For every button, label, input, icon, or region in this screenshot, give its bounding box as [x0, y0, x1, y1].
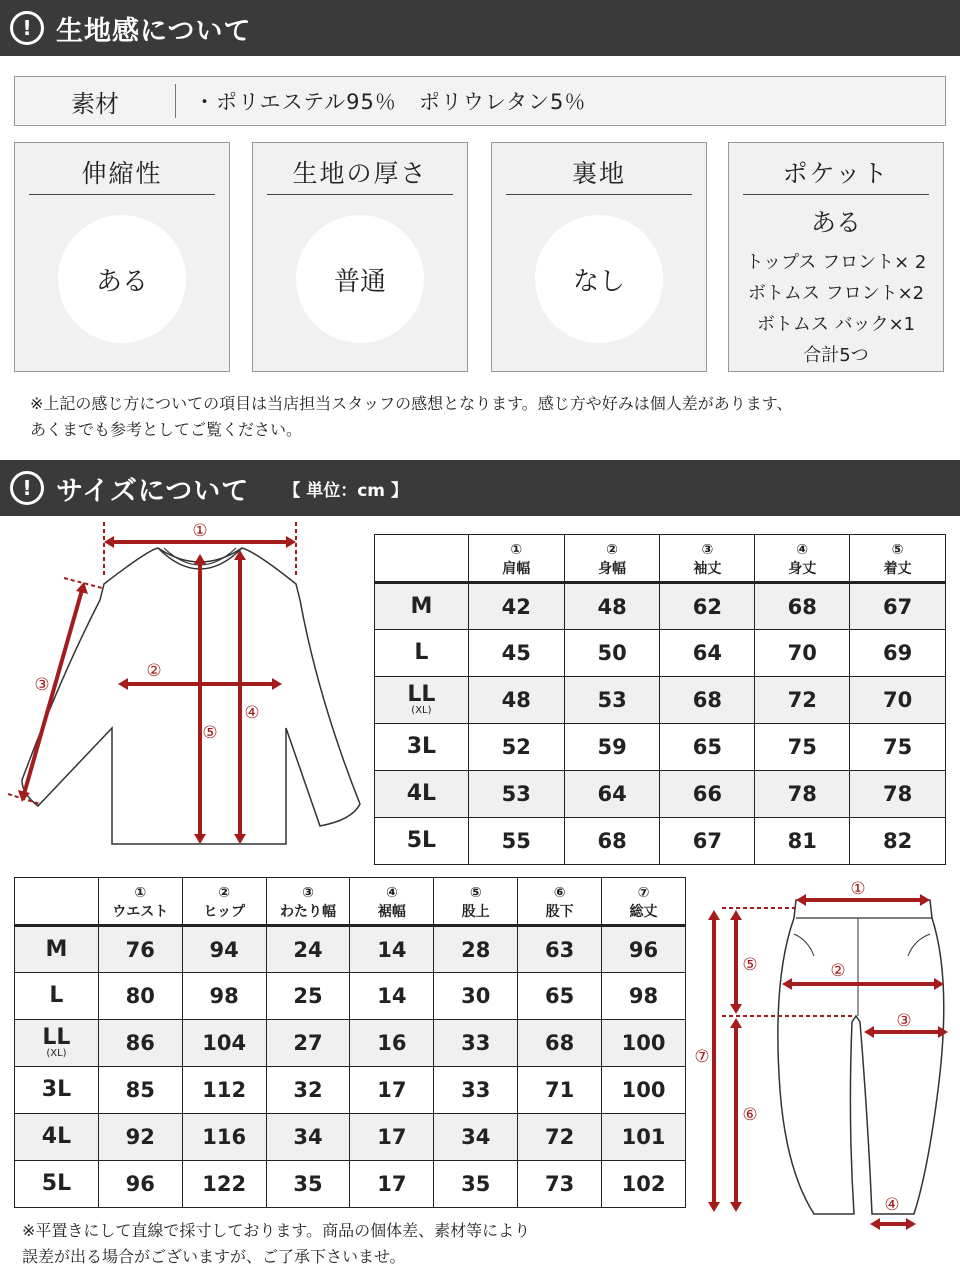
header-total-length: ⑤ 着丈: [850, 535, 946, 583]
note-line: ※平置きにして直線で採寸しております。商品の個体差、素材等により: [22, 1221, 531, 1240]
table-cell: 94: [182, 926, 266, 973]
table-cell: 68: [518, 1020, 602, 1067]
table-row: [15, 1020, 686, 1067]
table-cell: 98: [182, 973, 266, 1020]
feature-title: 生地の厚さ: [267, 153, 453, 195]
size-label: 5L: [375, 818, 469, 865]
table-cell: 122: [182, 1161, 266, 1208]
table-cell: 100: [602, 1067, 686, 1114]
size-note: [22, 1218, 530, 1270]
feature-title: 伸縮性: [29, 153, 215, 195]
feature-title: ポケット: [743, 153, 929, 195]
diagram-label-1: ①: [192, 521, 208, 541]
table-cell: 70: [850, 677, 946, 724]
table-row: [375, 724, 946, 771]
table-row: [375, 583, 946, 630]
table-cell: 14: [350, 973, 434, 1020]
feature-value: なし: [535, 215, 663, 343]
feature-box-stretch: [14, 142, 230, 372]
diagram-label-2: ②: [830, 961, 846, 981]
size-label: LL (XL): [375, 677, 469, 724]
size-label: M: [15, 926, 99, 973]
feature-value: ある: [58, 215, 186, 343]
table-cell: 72: [755, 677, 850, 724]
pocket-value: ある: [810, 208, 861, 237]
table-cell: 72: [518, 1114, 602, 1161]
table-cell: 48: [468, 677, 564, 724]
table-cell: 68: [755, 583, 850, 630]
section-title: サイズについて: [56, 475, 250, 507]
table-cell: 85: [98, 1067, 182, 1114]
table-cell: 116: [182, 1114, 266, 1161]
table-row: [15, 1161, 686, 1208]
note-line: 誤差が出る場合がございますが、ご了承下さいませ。: [22, 1247, 406, 1266]
table-cell: 69: [850, 630, 946, 677]
table-cell: 75: [755, 724, 850, 771]
header-waist: ① ウエスト: [98, 878, 182, 926]
table-cell: 78: [755, 771, 850, 818]
table-header-row: [375, 535, 946, 583]
table-cell: 50: [564, 630, 660, 677]
table-header-row: [15, 878, 686, 926]
table-cell: 101: [602, 1114, 686, 1161]
note-line: ※上記の感じ方についての項目は当店担当スタッフの感想となります。感じ方や好みは個人差があります、: [30, 394, 793, 413]
bottoms-diagram: [686, 870, 960, 1230]
pocket-detail-line: トップス フロント× 2: [745, 252, 927, 273]
table-cell: 71: [518, 1067, 602, 1114]
table-cell: 63: [518, 926, 602, 973]
table-cell: 55: [468, 818, 564, 865]
info-icon: !: [10, 11, 44, 45]
pocket-details: [729, 247, 943, 371]
header-blank: [15, 878, 99, 926]
unit-label: 【 単位：cm 】: [283, 480, 408, 501]
diagram-label-4: ④: [244, 703, 260, 723]
header-hem: ④ 裾幅: [350, 878, 434, 926]
table-cell: 96: [602, 926, 686, 973]
size-label: L: [15, 973, 99, 1020]
table-cell: 64: [564, 771, 660, 818]
header-hip: ② ヒップ: [182, 878, 266, 926]
table-row: [375, 771, 946, 818]
table-cell: 65: [518, 973, 602, 1020]
feature-box-pocket: [728, 142, 944, 372]
table-cell: 100: [602, 1020, 686, 1067]
table-cell: 73: [518, 1161, 602, 1208]
size-section-header: [0, 460, 960, 516]
table-cell: 17: [350, 1161, 434, 1208]
table-cell: 102: [602, 1161, 686, 1208]
diagram-label-5: ⑤: [202, 723, 218, 743]
info-icon: !: [10, 471, 44, 505]
table-cell: 76: [98, 926, 182, 973]
table-cell: 92: [98, 1114, 182, 1161]
tops-size-table: [374, 534, 946, 865]
diagram-label-3: ③: [896, 1011, 912, 1031]
table-cell: 17: [350, 1114, 434, 1161]
table-cell: 112: [182, 1067, 266, 1114]
material-label: 素材: [71, 89, 119, 118]
header-rise: ⑤ 股上: [434, 878, 518, 926]
header-sleeve: ③ 袖丈: [660, 535, 755, 583]
table-cell: 14: [350, 926, 434, 973]
fabric-note: [30, 391, 793, 443]
table-row: [15, 926, 686, 973]
table-cell: 75: [850, 724, 946, 771]
table-cell: 65: [660, 724, 755, 771]
bottoms-size-table: [14, 877, 686, 1208]
table-cell: 68: [564, 818, 660, 865]
table-cell: 86: [98, 1020, 182, 1067]
header-total: ⑦ 総丈: [602, 878, 686, 926]
table-cell: 24: [266, 926, 350, 973]
header-inseam: ⑥ 股下: [518, 878, 602, 926]
table-row: [15, 1067, 686, 1114]
table-cell: 45: [468, 630, 564, 677]
table-cell: 66: [660, 771, 755, 818]
feature-box-lining: [491, 142, 707, 372]
table-cell: 82: [850, 818, 946, 865]
table-cell: 33: [434, 1067, 518, 1114]
size-label: 3L: [375, 724, 469, 771]
table-row: [375, 677, 946, 724]
table-cell: 81: [755, 818, 850, 865]
note-line: あくまでも参考としてご覧ください。: [30, 420, 303, 439]
table-cell: 17: [350, 1067, 434, 1114]
pocket-detail-line: ボトムス バック×1: [756, 314, 916, 335]
table-cell: 98: [602, 973, 686, 1020]
material-value: ・ポリエステル95％ ポリウレタン5％: [194, 90, 587, 114]
diagram-label-3: ③: [34, 675, 50, 695]
table-row: [15, 973, 686, 1020]
feature-box-thickness: [252, 142, 468, 372]
section-title: 生地感について: [56, 15, 252, 47]
table-cell: 64: [660, 630, 755, 677]
table-cell: 25: [266, 973, 350, 1020]
table-cell: 96: [98, 1161, 182, 1208]
table-cell: 67: [660, 818, 755, 865]
header-blank: [375, 535, 469, 583]
diagram-label-6: ⑥: [742, 1105, 758, 1125]
table-cell: 53: [468, 771, 564, 818]
tops-diagram: [0, 518, 370, 848]
table-cell: 27: [266, 1020, 350, 1067]
diagram-label-2: ②: [146, 661, 162, 681]
header-thigh: ③ わたり幅: [266, 878, 350, 926]
table-cell: 33: [434, 1020, 518, 1067]
table-cell: 35: [266, 1161, 350, 1208]
table-cell: 53: [564, 677, 660, 724]
size-label: 3L: [15, 1067, 99, 1114]
table-cell: 62: [660, 583, 755, 630]
feature-title: 裏地: [506, 153, 692, 195]
table-cell: 104: [182, 1020, 266, 1067]
table-row: [375, 818, 946, 865]
size-label: 4L: [15, 1114, 99, 1161]
table-cell: 48: [564, 583, 660, 630]
material-row: [14, 76, 946, 126]
table-cell: 67: [850, 583, 946, 630]
table-row: [15, 1114, 686, 1161]
table-cell: 34: [266, 1114, 350, 1161]
header-shoulder: ① 肩幅: [468, 535, 564, 583]
size-label: L: [375, 630, 469, 677]
divider: [175, 84, 176, 118]
table-cell: 30: [434, 973, 518, 1020]
table-cell: 80: [98, 973, 182, 1020]
table-cell: 70: [755, 630, 850, 677]
table-cell: 32: [266, 1067, 350, 1114]
diagram-label-4: ④: [884, 1195, 900, 1215]
table-cell: 59: [564, 724, 660, 771]
table-cell: 68: [660, 677, 755, 724]
table-row: [375, 630, 946, 677]
table-cell: 34: [434, 1114, 518, 1161]
diagram-label-7: ⑦: [694, 1047, 710, 1067]
table-cell: 35: [434, 1161, 518, 1208]
feature-value: 普通: [296, 215, 424, 343]
header-body-width: ② 身幅: [564, 535, 660, 583]
table-cell: 16: [350, 1020, 434, 1067]
size-label: M: [375, 583, 469, 630]
table-cell: 28: [434, 926, 518, 973]
size-label: 4L: [375, 771, 469, 818]
diagram-label-5: ⑤: [742, 955, 758, 975]
diagram-label-1: ①: [850, 879, 866, 899]
size-label: LL (XL): [15, 1020, 99, 1067]
pocket-detail-line: ボトムス フロント×2: [747, 283, 925, 304]
pocket-detail-line: 合計5つ: [803, 345, 869, 366]
table-cell: 42: [468, 583, 564, 630]
table-cell: 52: [468, 724, 564, 771]
size-label: 5L: [15, 1161, 99, 1208]
fabric-section-header: [0, 0, 960, 56]
table-cell: 78: [850, 771, 946, 818]
header-body-length: ④ 身丈: [755, 535, 850, 583]
